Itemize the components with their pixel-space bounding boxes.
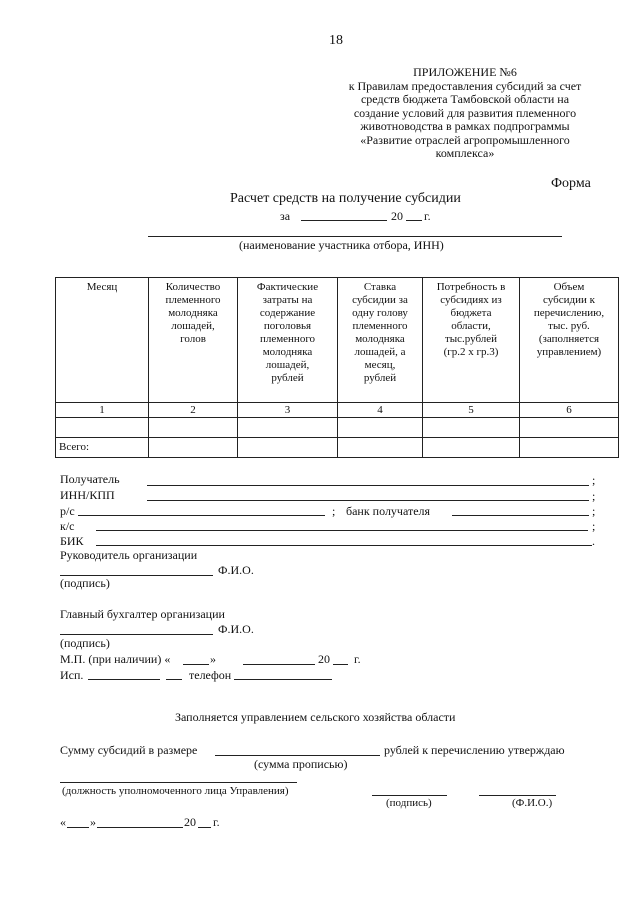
table-cell[interactable] (423, 438, 520, 458)
table-cell[interactable] (149, 418, 238, 438)
year-label: 20 (318, 652, 330, 666)
column-number: 4 (338, 403, 423, 418)
appendix-line: «Развитие отраслей агропромышленного (360, 132, 570, 147)
fio-label: Ф.И.О. (218, 622, 254, 636)
table-cell[interactable] (338, 438, 423, 458)
fio-label: Ф.И.О. (218, 563, 254, 577)
quote-close: » (90, 815, 96, 829)
appendix-title: ПРИЛОЖЕНИЕ №6 (413, 65, 517, 79)
year-field[interactable] (406, 220, 422, 221)
total-label: Всего: (56, 438, 149, 458)
appendix-line: к Правилам предоставления субсидий за счет (348, 78, 582, 93)
amount-field[interactable] (215, 755, 380, 756)
fio-caption: (Ф.И.О.) (512, 797, 553, 809)
table-cell[interactable] (56, 418, 149, 438)
isp-initials-field[interactable] (166, 679, 182, 680)
signature-caption: (подпись) (60, 576, 110, 590)
column-number: 6 (520, 403, 619, 418)
col-header-volume: Объем субсидии к перечислению, тыс. руб. (заполняется управлением) (520, 278, 619, 403)
approve-year-field[interactable] (198, 827, 211, 828)
position-caption: (должность уполномоченного лица Управления) (62, 785, 289, 797)
table-row (56, 418, 619, 438)
table-total-row (56, 438, 619, 458)
approve-month-field[interactable] (97, 827, 183, 828)
g-label: г. (424, 209, 431, 223)
participant-caption: (наименование участника отбора, ИНН) (239, 238, 444, 252)
bik-field[interactable] (96, 545, 592, 546)
g-label: г. (354, 652, 361, 666)
rs-label: р/с (60, 504, 75, 518)
bik-label: БИК (60, 534, 84, 548)
table-cell[interactable] (238, 418, 338, 438)
table-cell[interactable] (238, 438, 338, 458)
amount-suffix: рублей к перечислению утверждаю (384, 743, 565, 757)
col-header-month: Месяц (56, 278, 149, 403)
table-number-row (56, 403, 619, 418)
position-field[interactable] (60, 782, 297, 783)
semicolon: ; (592, 519, 596, 533)
inn-kpp-field[interactable] (147, 500, 589, 501)
period-mark: . (592, 534, 595, 548)
table-cell[interactable] (149, 438, 238, 458)
bank-field[interactable] (452, 515, 589, 516)
table-cell[interactable] (423, 418, 520, 438)
department-fio-field[interactable] (479, 795, 556, 796)
za-label: за (280, 209, 291, 223)
amount-caption: (сумма прописью) (254, 757, 348, 771)
col-header-rate: Ставка субсидии за одну голову племенного молодняка лошадей, а месяц, рублей (338, 278, 423, 403)
table-cell[interactable] (520, 438, 619, 458)
appendix-line: средств бюджета Тамбовской области на (360, 92, 570, 106)
mp-label: М.П. (при наличии) « (60, 652, 171, 666)
ks-field[interactable] (96, 530, 588, 531)
isp-label: Исп. (60, 668, 84, 682)
appendix-block (330, 66, 600, 161)
signature-caption: (подпись) (386, 797, 432, 809)
appendix-line: животноводства в рамках подпрограммы (360, 119, 570, 133)
appendix-line: создание условий для развития племенного (353, 105, 577, 120)
ks-label: к/с (60, 519, 75, 533)
mp-day-field[interactable] (183, 664, 209, 665)
semicolon: ; (592, 473, 596, 487)
rs-field[interactable] (78, 515, 325, 516)
phone-field[interactable] (234, 679, 332, 680)
participant-field[interactable] (148, 236, 562, 237)
column-number: 1 (56, 403, 149, 418)
column-number: 3 (238, 403, 338, 418)
accountant-signature-field[interactable] (60, 634, 213, 635)
page-number: 18 (329, 33, 343, 48)
period-field[interactable] (301, 220, 387, 221)
head-label: Руководитель организации (60, 548, 198, 562)
table-cell[interactable] (338, 418, 423, 438)
semicolon: ; (332, 504, 336, 518)
table-cell[interactable] (520, 418, 619, 438)
quote-close: » (210, 652, 216, 666)
department-signature-field[interactable] (372, 795, 447, 796)
isp-field[interactable] (88, 679, 160, 680)
g-label: г. (213, 815, 220, 829)
year-label: 20 (184, 815, 196, 829)
appendix-line: комплекса» (435, 146, 495, 160)
signature-caption: (подпись) (60, 636, 110, 650)
bank-label: банк получателя (346, 504, 431, 518)
accountant-label: Главный бухгалтер организации (60, 607, 225, 621)
quote-open: « (60, 815, 66, 829)
recipient-label: Получатель (60, 472, 120, 486)
col-header-quantity: Количество племенного молодняка лошадей, голов (149, 278, 238, 403)
mp-year-field[interactable] (333, 664, 348, 665)
department-heading: Заполняется управлением сельского хозяйства области (175, 710, 456, 724)
mp-month-field[interactable] (243, 664, 315, 665)
column-number: 2 (149, 403, 238, 418)
col-header-need: Потребность в субсидиях из бюджета области, тыс.рублей (гр.2 х гр.3) (423, 278, 520, 403)
semicolon: ; (592, 504, 596, 518)
document-title: Расчет средств на получение субсидии (230, 191, 461, 206)
subsidy-table (55, 277, 619, 458)
amount-prefix: Сумму субсидий в размере (60, 743, 198, 757)
form-label: Форма (551, 176, 591, 191)
column-number: 5 (423, 403, 520, 418)
col-header-actual-costs: Фактические затраты на содержание поголовья племенного молодняка лошадей, рублей (238, 278, 338, 403)
table-header-row (56, 278, 619, 403)
recipient-field[interactable] (147, 485, 589, 486)
year-label: 20 (391, 209, 403, 223)
approve-day-field[interactable] (67, 827, 89, 828)
phone-label: телефон (189, 668, 232, 682)
semicolon: ; (592, 489, 596, 503)
inn-kpp-label: ИНН/КПП (60, 488, 115, 502)
